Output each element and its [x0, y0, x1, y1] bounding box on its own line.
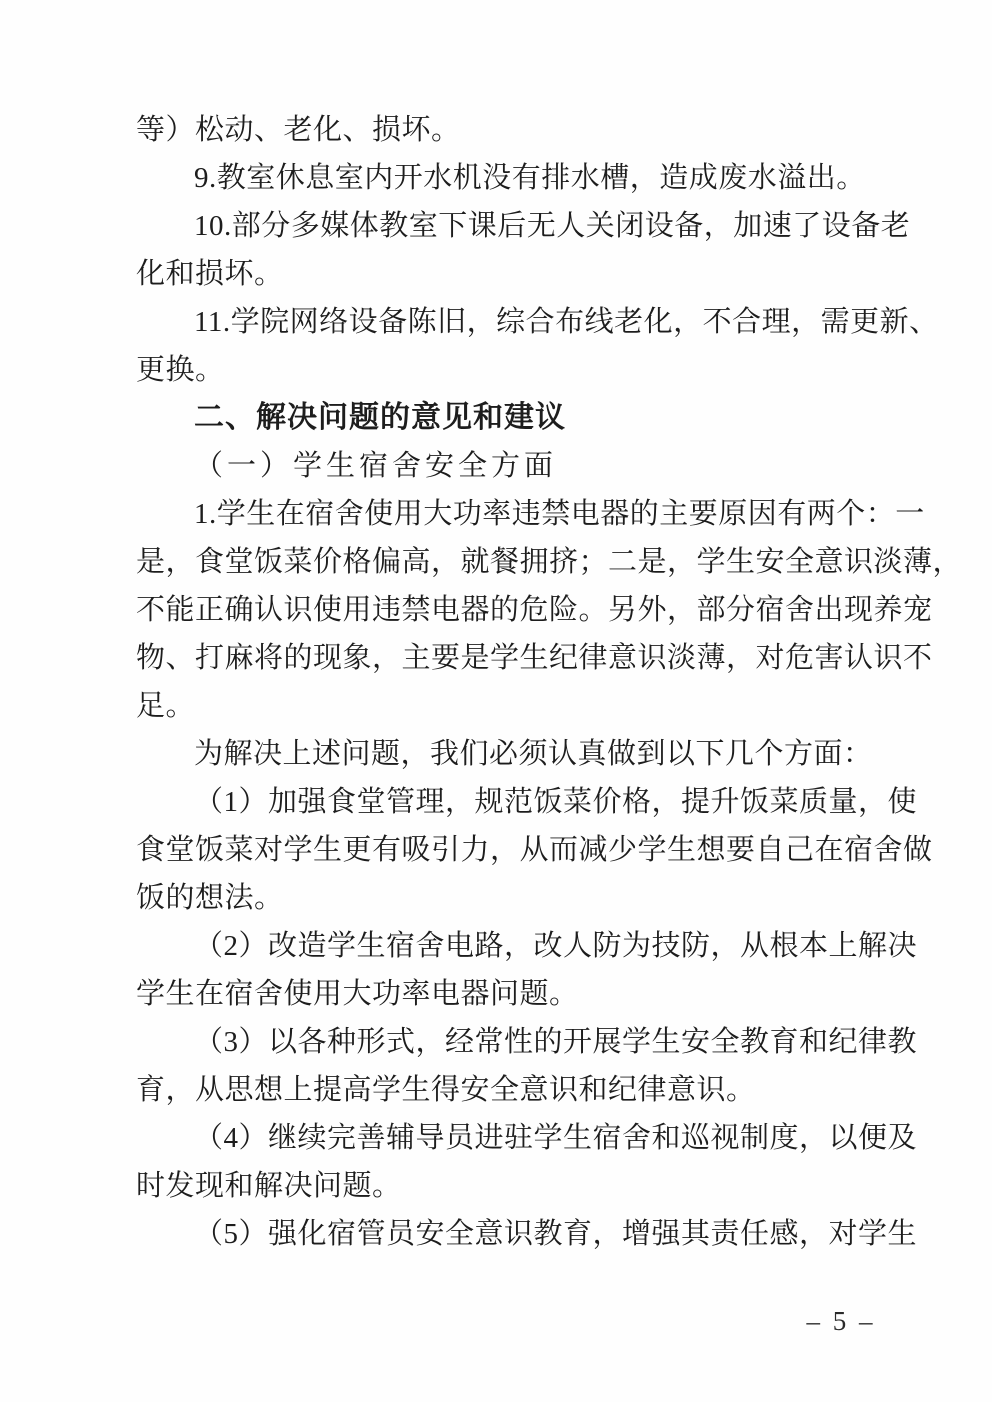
text-line: 物、打麻将的现象，主要是学生纪律意识淡薄，对危害认识不 — [136, 642, 933, 674]
text-line: （2）改造学生宿舍电路，改人防为技防，从根本上解决 — [194, 930, 918, 962]
sub-section-heading: （一）学生宿舍安全方面 — [194, 450, 558, 482]
text-line: 1.学生在宿舍使用大功率违禁电器的主要原因有两个：一 — [194, 498, 925, 530]
text-line: 育，从思想上提高学生得安全意识和纪律意识。 — [136, 1074, 756, 1106]
text-line: 为解决上述问题，我们必须认真做到以下几个方面： — [194, 738, 873, 770]
text-line: （5）强化宿管员安全意识教育，增强其责任感，对学生 — [194, 1218, 918, 1250]
section-heading: 二、解决问题的意见和建议 — [194, 401, 566, 434]
page-number: – 5 – — [806, 1306, 876, 1336]
text-line: 足。 — [136, 690, 196, 722]
text-line: 不能正确认识使用违禁电器的危险。另外，部分宿舍出现养宠 — [136, 594, 933, 626]
text-line: 10.部分多媒体教室下课后无人关闭设备，加速了设备老 — [194, 210, 911, 242]
text-line: 化和损坏。 — [136, 258, 284, 290]
text-line: 饭的想法。 — [136, 882, 284, 914]
text-line: （1）加强食堂管理，规范饭菜价格，提升饭菜质量，使 — [194, 786, 918, 818]
text-line: 时发现和解决问题。 — [136, 1170, 402, 1202]
document-body — [136, 106, 963, 1258]
text-line: （4）继续完善辅导员进驻学生宿舍和巡视制度，以便及 — [194, 1122, 918, 1154]
text-line: 9.教室休息室内开水机没有排水槽，造成废水溢出。 — [194, 162, 866, 194]
text-line: 等）松动、老化、损坏。 — [136, 114, 461, 146]
text-line: 食堂饭菜对学生更有吸引力，从而减少学生想要自己在宿舍做 — [136, 834, 933, 866]
text-line: 11.学院网络设备陈旧，综合布线老化，不合理，需更新、 — [194, 306, 939, 338]
text-line: 更换。 — [136, 354, 225, 386]
text-line: 学生在宿舍使用大功率电器问题。 — [136, 978, 579, 1010]
text-line: 是，食堂饭菜价格偏高，就餐拥挤；二是，学生安全意识淡薄， — [136, 546, 963, 578]
text-line: （3）以各种形式，经常性的开展学生安全教育和纪律教 — [194, 1026, 918, 1058]
